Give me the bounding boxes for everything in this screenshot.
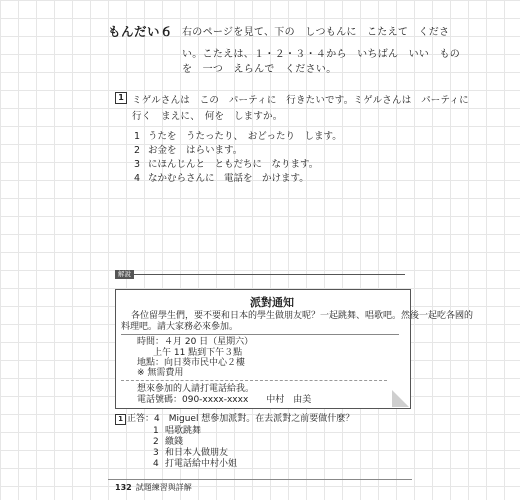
option-2: [134, 142, 242, 156]
notice-time: 時間：４月 20 日（星期六）: [137, 337, 254, 347]
question-number-box: 1: [115, 92, 127, 104]
page-number: 132: [115, 483, 132, 492]
notice-contact-phone: 電話號碼：090-xxxx-xxxx 中村 由美: [137, 395, 312, 405]
notice-time-range: 上午 11 點到下午３點: [153, 348, 243, 358]
notice-body-line-2: 料理吧。請大家務必來參加。: [121, 322, 239, 332]
kaisetsu-badge: 解說: [115, 270, 134, 279]
mondai-label: もんだい６: [108, 24, 174, 39]
option-text: なかむらさんに 電話を かけます。: [148, 173, 309, 184]
option-text: うたを うたったり、 おどったり します。: [148, 131, 342, 142]
notice-title: 派對通知: [250, 296, 294, 309]
answer-option-number: 3: [153, 448, 159, 458]
answer-number-box: 1: [115, 414, 126, 425]
instruction-line-2: い。こたえは、１・２・３・４から いちばん いい もの: [182, 49, 461, 60]
footer-rule: [108, 479, 412, 480]
answer-option-4: [153, 458, 237, 470]
notice-contact-text: 想來參加的人請打電話給我。: [137, 384, 255, 394]
answer-line: 正答：4 Miguel 想參加派對。在去派對之前要做什麼？: [127, 414, 355, 424]
answer-option-text: 繳錢: [165, 437, 184, 447]
option-3: [134, 156, 318, 170]
footer-title: 試題練習與詳解: [135, 483, 192, 492]
notice-body-line-1: 各位留學生們，要不要和日本的學生做朋友呢？一起跳舞、唱歌吧。然後一起吃各國的: [131, 311, 474, 321]
option-number: 3: [134, 159, 141, 170]
answer-option-text: 和日本人做朋友: [165, 448, 229, 458]
question-text-line-1: ミゲルさんは この パーティに 行きたいです。ミゲルさんは パーティに: [132, 95, 469, 106]
instruction-line-1: 右のページを見て、下の しつもんに こたえて くださ: [182, 27, 450, 38]
page-curl-corner: [392, 390, 409, 407]
option-1: [134, 128, 342, 142]
notice-separator: [121, 334, 399, 335]
option-number: 2: [134, 145, 141, 156]
question-text-line-2: 行く まえに、 何を しますか。: [132, 111, 283, 122]
notice-place: 地點：向日葵市民中心２樓: [137, 358, 246, 368]
page-footer: [115, 482, 192, 493]
answer-option-text: 打電話給中村小姐: [165, 459, 238, 469]
answer-option-number: 2: [153, 437, 159, 447]
answer-option-number: 4: [153, 459, 159, 469]
option-text: にほんじんと ともだちに なります。: [148, 159, 319, 170]
instruction-line-3: を 一つ えらんで ください。: [182, 64, 337, 75]
option-number: 1: [134, 131, 141, 142]
notice-fee: ※ 無需費用: [137, 368, 184, 378]
answer-option-text: 唱歌跳舞: [165, 426, 202, 436]
kaisetsu-divider: [115, 274, 405, 275]
option-number: 4: [134, 173, 141, 184]
option-4: [134, 170, 309, 184]
notice-dashed-separator: [121, 380, 387, 381]
option-text: お金を はらいます。: [148, 145, 243, 156]
answer-option-number: 1: [153, 426, 159, 436]
